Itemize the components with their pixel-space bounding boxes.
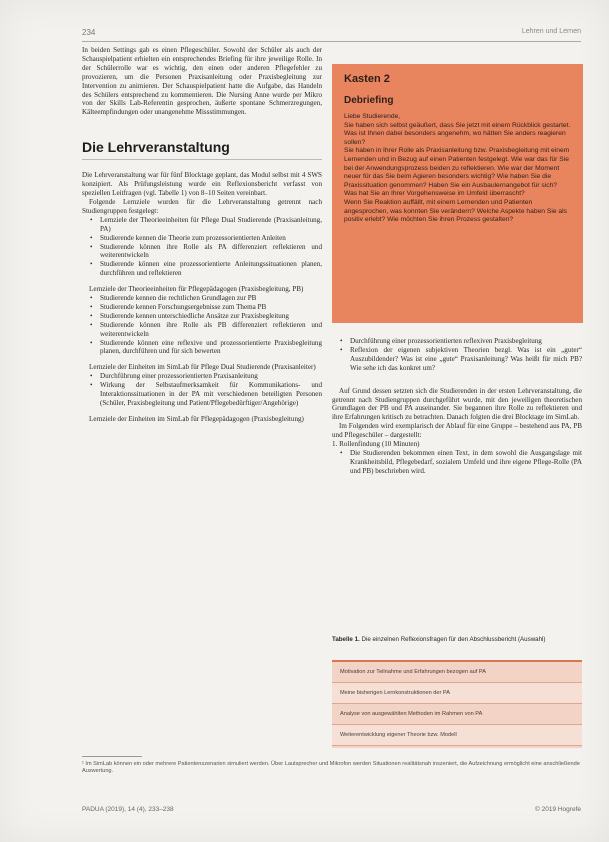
header-rule [82, 41, 581, 42]
list-item: • Lernziele der Theorieeinheiten für Pflege Dual Studierende (Praxisanleitung, PA) [90, 216, 322, 234]
table-label: Tabelle 1. [332, 636, 360, 643]
list-item: • Wirkung der Selbstaufmerksamkeit für Kommunikations- und Interaktionssituationen in der PA mit verschiedenen beteiligten Personen (Schüler, Praxisbegleitung und Patient/Pflegebedürftiger/Angehörige) [90, 381, 322, 408]
box-title: Kasten 2 [344, 73, 390, 85]
footnote-rule [82, 756, 142, 757]
step-list [340, 449, 582, 476]
table-row: Analyse von ausgewählten Methoden im Rahmen von PA [332, 704, 582, 725]
table-row: Weiterentwicklung eigener Theorie bzw. Modell [332, 725, 582, 746]
paragraph: Die Lehrveranstaltung war für fünf Blocktage geplant, das Modul selbst mit 4 SWS konzipiert. Als Prüfungsleistung wurde ein Reflexionsbericht verfasst von speziellen Leitfragen (vgl. Tabelle 1) von 8–10 Seiten vereinbart. [82, 171, 322, 198]
reflection-table [332, 660, 582, 748]
box-salutation: Liebe Studierende, [344, 113, 401, 120]
table-row: Meine bisherigen Lernkonstruktionen der PA [332, 683, 582, 704]
copyright: © 2019 Hogrefe [535, 806, 581, 813]
simlab-goals-list-pb [340, 337, 582, 373]
paragraph: Im Folgenden wird exemplarisch der Ablauf für eine Gruppe – bestehend aus PA, PB und Pflegeschüler – dargestellt: [332, 422, 582, 440]
intro-paragraph: In beiden Settings gab es einen Pflegeschüler. Sowohl der Schüler als auch der Schauspielpatient erhielten ein entsprechendes Briefing für ihre jeweilige Rolle. In der Schülerrolle war es wichtig, den einen oder anderen Pflegefehler zu provozieren, um die Personen Praxisanleitung oder Praxisbegleitung zur Intervention zu animieren. Der Schauspielpatient hatte die Aufgabe, das Handeln des Schülers entsprechend zu kommentieren. Die Nursing Anne wurde per Mikro von der Skills Lab-Referentin gesprochen, äußerte spontane Schmerzregungen, Kälteempfindungen oder unangenehme Missstimmungen. [82, 46, 322, 117]
debriefing-box [332, 64, 583, 323]
list-item: • Studierende können ihre Rolle als PB differenziert reflektieren und weiterentwickeln [90, 321, 322, 339]
table-caption [332, 636, 582, 644]
learning-goals-list-pb [90, 294, 322, 356]
box-subtitle: Debriefing [344, 95, 394, 106]
list-item: • Studierende kennen Forschungsergebnisse zum Thema PB [90, 303, 322, 312]
box-paragraph: Sie haben in Ihrer Rolle als Praxisanleitung bzw. Praxisbegleitung mit einem Lernenden und in Bezug auf einen Patienten festgelegt. Wie war das für Sie bei der Anwendungsprozess beiden zu reflektieren. Wie war der Moment neuer für das Sie beim Agieren besonders wichtig? Wie haben Sie die Praxissituation genommen? Haben Sie ein Ausbaulernangebot für sich? Was hat Sie an Ihrer Vorgehensweise im Umfeld überrascht? [344, 147, 570, 198]
footnote: ¹ Im SimLab können ein oder mehrere Patientenszenarien simuliert werden. Über Lautsprecher und Mikrofon werden Situationen realitätsnah inszeniert, die Aufzeichnung ermöglicht eine anschließende Auswertung. [82, 761, 580, 775]
list-item: • Studierende kennen unterschiedliche Ansätze zur Praxisbegleitung [90, 312, 322, 321]
list-item: • Studierende kennen die rechtlichen Grundlagen zur PB [90, 294, 322, 303]
box-body [344, 113, 571, 225]
page-number: 234 [82, 28, 96, 37]
table-row: Motivation zur Teilnahme und Erfahrungen bezogen auf PA [332, 662, 582, 683]
list-item: • Studierende können ihre Rolle als PA differenziert reflektieren und weiterentwickeln [90, 243, 322, 261]
left-column [82, 46, 322, 424]
learning-goals-list-pa [90, 216, 322, 278]
table-caption-text: Die einzelnen Reflexionsfragen für den Abschlussbericht (Auswahl) [361, 636, 546, 643]
paragraph: Folgende Lernziele wurden für die Lehrveranstaltung getrennt nach Studiengruppen festgelegt: [82, 197, 322, 215]
list-item: • Durchführung einer prozessorientierten reflexiven Praxisbegleitung [340, 337, 582, 346]
list-item: • Durchführung einer prozessorientierten Praxisanleitung [90, 372, 322, 381]
list-intro: Lernziele der Theorieeinheiten für Pflegepädagogen (Praxisbegleitung, PB) [89, 285, 304, 294]
step-heading: 1. Rollenfindung (10 Minuten) [332, 440, 420, 449]
box-paragraph: Sie haben sich selbst geäußert, dass Sie jetzt mit einem Rückblick gestartet. Was ist Ihnen dabei besonders angenehm, wo hätten Sie anders reagieren sollen? [344, 121, 571, 146]
journal-citation: PADUA (2019), 14 (4), 233–238 [82, 806, 174, 813]
list-intro: Lernziele der Einheiten im SimLab für Pflege Dual Studierende (Praxisanleiter) [89, 363, 316, 372]
list-item: • Studierende können eine reflexive und prozessorientierte Praxisbegleitung planen, durchführen und für sich bewerten [90, 339, 322, 357]
right-column [332, 337, 582, 476]
running-title: Lehren und Lernen [521, 28, 581, 35]
list-intro: Lernziele der Einheiten im SimLab für Pflegepädagogen (Praxisbegleitung) [89, 414, 304, 423]
list-item: • Studierende kennen die Theorie zum prozessorientierten Anleiten [90, 234, 322, 243]
list-item: • Reflexion der eigenen subjektiven Theorien bezgl. Was ist ein „guter“ Auszubildender? Was ist eine „gute“ Praxisanleitung? Was heißt für mich PB? Wie sehe ich das konkret um? [340, 346, 582, 373]
list-item: • Studierende können eine prozessorientierte Anleitungssituationen planen, durchführen und reflektieren [90, 260, 322, 278]
list-item: • Die Studierenden bekommen einen Text, in dem sowohl die Ausgangslage mit Krankheitsbild, Pflegebedarf, sozialem Umfeld und ihre eigene Pflege-Rolle (PA und PB) beschrieben wird. [340, 449, 582, 476]
box-paragraph: Wenn Sie Reaktion auffällt, mit einem Lernenden und Patienten angesprochen, was konnten Sie verändern? Welche Aspekte haben Sie als positiv erlebt? Wie möchten Sie ihren Prozess gestalten? [344, 198, 567, 224]
paragraph: Auf Grund dessen setzten sich die Studierenden in der ersten Lehrveranstaltung, die getrennt nach Studiengruppen durchgeführt wurde, mit den jeweiligen theoretischen Grundlagen der PB und PA auseinander. Sie begannen ihre Rolle zu reflektieren und ihre Erfahrungen kritisch zu betrachten. Danach folgten die drei Blocktage im SimLab. [332, 386, 582, 422]
section-heading: Die Lehrveranstaltung [82, 139, 322, 160]
simlab-goals-list-pa [90, 372, 322, 408]
